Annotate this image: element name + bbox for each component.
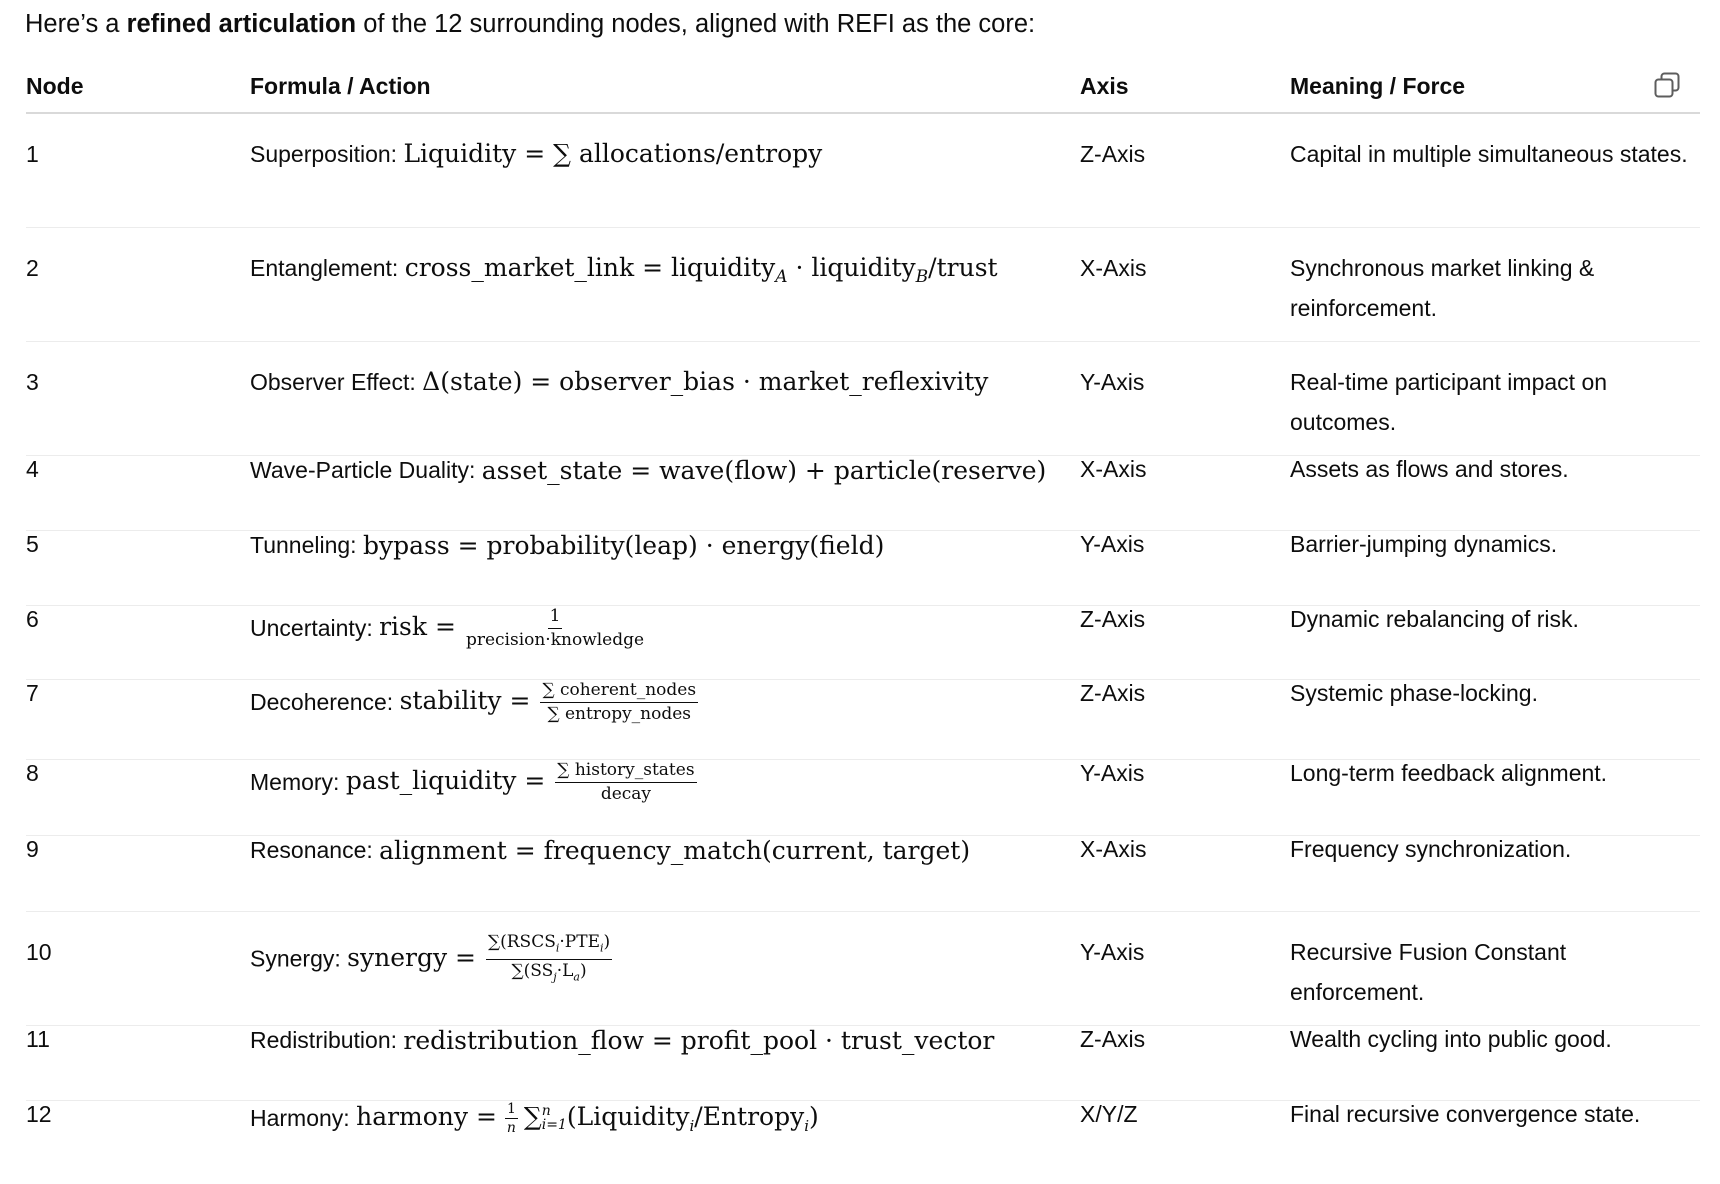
header-meaning-label: Meaning / Force	[1290, 72, 1466, 99]
formula-label: Redistribution:	[250, 1026, 398, 1053]
formula-label: Decoherence:	[250, 688, 394, 715]
math-lhs: harmony =	[356, 1101, 497, 1131]
table-header-row	[26, 60, 1700, 113]
fraction	[466, 606, 644, 651]
math-subscript: i	[689, 1116, 695, 1135]
math-part: (Liquidity	[566, 1101, 690, 1131]
axis-cell: X/Y/Z	[1080, 1100, 1138, 1127]
table-row	[26, 835, 1700, 911]
node-number: 1	[26, 141, 39, 167]
formula-math: alignment = frequency_match(current, target)	[379, 835, 971, 865]
fraction-numerator: ∑ history_states	[555, 760, 696, 783]
formula-label: Resonance:	[250, 836, 373, 863]
math-part: ·PTE	[559, 931, 600, 952]
math-part: )	[579, 960, 587, 981]
node-number: 10	[26, 938, 52, 965]
node-number: 5	[26, 530, 39, 557]
header-formula: Formula / Action	[250, 60, 1080, 113]
math-lhs: synergy =	[347, 942, 476, 972]
axis-cell: Y-Axis	[1080, 938, 1145, 965]
math-subscript: i	[804, 1116, 810, 1135]
fraction	[505, 1101, 518, 1136]
node-number: 4	[26, 455, 39, 482]
formula-label: Memory:	[250, 768, 340, 795]
fraction-numerator: ∑ coherent_nodes	[540, 680, 698, 703]
formula-cell	[250, 836, 1080, 865]
formula-label: Harmony:	[250, 1104, 350, 1131]
meaning-cell: Recursive Fusion Constant enforcement.	[1290, 938, 1567, 1005]
meaning-cell: Assets as flows and stores.	[1290, 455, 1569, 482]
math-part: cross_market_link = liquidity	[404, 252, 776, 282]
formula-label: Entanglement:	[250, 254, 399, 281]
meaning-cell: Wealth cycling into public good.	[1290, 1025, 1612, 1052]
intro-prefix: Here’s a	[25, 10, 127, 38]
table-row	[26, 759, 1700, 835]
intro-suffix: of the 12 surrounding nodes, aligned with REFI as the core:	[356, 10, 1036, 38]
node-number: 2	[26, 254, 39, 281]
math-lhs: risk =	[379, 611, 456, 641]
node-number: 3	[26, 368, 39, 395]
formula-math	[404, 252, 998, 287]
sum-limits	[542, 1104, 567, 1132]
fraction-denominator: precision·knowledge	[465, 629, 645, 650]
formula-math: Δ(state) = observer_bias · market_reflexivity	[422, 366, 989, 396]
axis-cell: Y-Axis	[1080, 530, 1145, 557]
sum-upper: n	[541, 1103, 551, 1119]
formula-label: Tunneling:	[250, 531, 357, 558]
math-part: ·L	[556, 960, 574, 981]
formula-label: Observer Effect:	[250, 368, 416, 395]
formula-math	[347, 931, 612, 984]
header-axis: Axis	[1080, 60, 1290, 113]
copy-icon[interactable]	[1652, 70, 1682, 100]
formula-label: Uncertainty:	[250, 614, 373, 641]
meaning-cell: Synchronous market linking & reinforcement.	[1290, 254, 1595, 321]
meaning-cell: Frequency synchronization.	[1290, 835, 1572, 862]
formula-math: Liquidity = ∑ allocations/entropy	[403, 139, 823, 168]
node-number: 6	[26, 605, 39, 632]
nodes-table	[26, 60, 1700, 1174]
meaning-cell: Systemic phase-locking.	[1290, 679, 1538, 706]
math-subscript: i	[555, 940, 560, 954]
intro-bold: refined articulation	[126, 10, 357, 38]
math-part: )	[603, 931, 611, 952]
sum-lower: i=1	[541, 1117, 567, 1133]
math-part: ∑(RSCS	[487, 931, 556, 952]
fraction	[540, 680, 698, 725]
axis-cell: X-Axis	[1080, 455, 1147, 482]
meaning-cell: Final recursive convergence state.	[1290, 1100, 1641, 1127]
table-row	[26, 341, 1700, 455]
fraction-numerator	[486, 932, 612, 960]
meaning-cell: Barrier-jumping dynamics.	[1290, 530, 1558, 557]
fraction-denominator	[512, 960, 587, 987]
axis-cell: Y-Axis	[1080, 368, 1145, 395]
node-number: 7	[26, 679, 39, 706]
fraction	[486, 932, 612, 988]
formula-cell	[250, 1101, 1080, 1136]
formula-cell	[250, 912, 1080, 988]
math-subscript: j	[553, 970, 557, 984]
table-row	[26, 455, 1700, 530]
axis-cell: Z-Axis	[1080, 679, 1146, 706]
table-row	[26, 605, 1700, 679]
math-part: /trust	[928, 252, 998, 282]
axis-cell: Y-Axis	[1080, 759, 1145, 786]
table-row	[26, 679, 1700, 759]
formula-cell	[250, 342, 1080, 402]
formula-cell	[250, 531, 1080, 560]
formula-cell	[250, 114, 1080, 174]
formula-label: Wave-Particle Duality:	[250, 456, 476, 483]
formula-cell	[250, 1026, 1080, 1055]
axis-cell: X-Axis	[1080, 254, 1147, 281]
node-number: 8	[26, 759, 39, 786]
header-meaning	[1290, 60, 1700, 113]
axis-cell: Z-Axis	[1080, 1025, 1146, 1052]
node-number: 9	[26, 835, 39, 862]
formula-math	[346, 760, 697, 805]
formula-math	[379, 606, 644, 651]
table-row	[26, 1025, 1700, 1100]
meaning-cell: Long-term feedback alignment.	[1290, 759, 1608, 786]
copy-icon-graphic	[1652, 70, 1682, 100]
table-row	[26, 530, 1700, 605]
formula-math	[356, 1101, 819, 1136]
fraction-denominator: decay	[600, 783, 652, 804]
formula-cell	[250, 228, 1080, 297]
fraction-denominator: n	[506, 1119, 516, 1136]
meaning-cell: Capital in multiple simultaneous states.	[1290, 141, 1688, 167]
math-part: ∑(SS	[511, 960, 554, 981]
node-number: 11	[26, 1025, 50, 1052]
math-part: /Entropy	[694, 1101, 805, 1131]
intro-text	[25, 4, 1035, 44]
formula-cell	[250, 456, 1080, 485]
formula-label: Synergy:	[250, 944, 341, 971]
axis-cell: X-Axis	[1080, 835, 1147, 862]
formula-cell	[250, 606, 1080, 651]
meaning-cell: Dynamic rebalancing of risk.	[1290, 605, 1579, 632]
table-row	[26, 227, 1700, 341]
math-part: )	[809, 1101, 819, 1131]
fraction	[555, 760, 696, 805]
formula-cell	[250, 760, 1080, 805]
math-subscript: a	[573, 970, 580, 984]
math-subscript: i	[599, 940, 604, 954]
header-node: Node	[26, 60, 250, 113]
fraction-numerator: 1	[506, 1100, 516, 1117]
meaning-cell: Real-time participant impact on outcomes.	[1290, 368, 1608, 435]
formula-cell	[250, 680, 1080, 725]
table-row	[26, 911, 1700, 1025]
fraction-denominator: ∑ entropy_nodes	[547, 703, 692, 724]
node-number: 12	[26, 1100, 52, 1127]
math-part: · liquidity	[787, 252, 916, 282]
math-subscript: B	[915, 266, 929, 287]
table-row	[26, 113, 1700, 227]
fraction-numerator: 1	[548, 606, 563, 629]
math-lhs: stability =	[399, 685, 531, 715]
formula-math: bypass = probability(leap) · energy(field)	[362, 530, 885, 560]
axis-cell: Z-Axis	[1080, 141, 1146, 167]
formula-math: asset_state = wave(flow) + particle(reserve)	[481, 455, 1047, 485]
formula-math	[400, 680, 698, 725]
formula-math: redistribution_flow = profit_pool · trust_vector	[403, 1025, 995, 1055]
math-subscript: A	[775, 266, 788, 287]
formula-label: Superposition:	[250, 141, 398, 167]
sum-symbol: ∑	[523, 1101, 542, 1131]
axis-cell: Z-Axis	[1080, 605, 1146, 632]
math-lhs: past_liquidity =	[345, 765, 546, 795]
table-row	[26, 1100, 1700, 1174]
